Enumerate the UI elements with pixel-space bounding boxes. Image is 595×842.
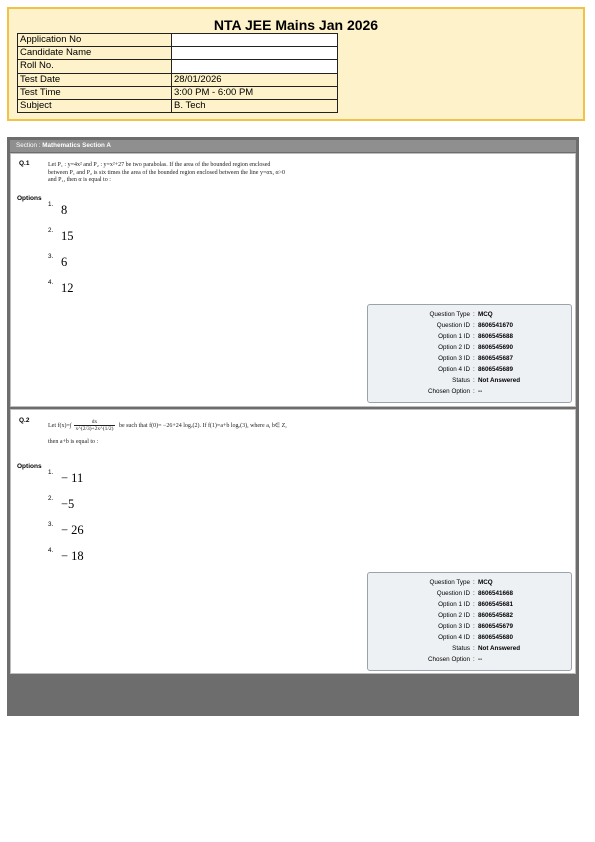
info-value (172, 47, 338, 60)
option-number: 2. (48, 495, 54, 502)
meta-label: Status (452, 645, 470, 652)
question-panel (7, 137, 579, 716)
exam-title: NTA JEE Mains Jan 2026 (213, 17, 379, 33)
option-value: −5 (61, 497, 75, 511)
meta-value: Not Answered (478, 377, 521, 384)
integral-fraction (74, 419, 116, 432)
meta-value: 8606545682 (478, 612, 514, 619)
meta-value: -- (478, 388, 483, 395)
question-number: Q.2 (19, 417, 30, 424)
meta-value: 8606545689 (478, 366, 514, 373)
info-label: Roll No. (18, 60, 172, 73)
meta-value: 8606541670 (478, 322, 514, 329)
meta-value: 8606545688 (478, 333, 514, 340)
meta-label: Question ID (436, 590, 470, 597)
candidate-info-header (7, 7, 585, 121)
question-meta-box (367, 304, 572, 403)
options-label: Options (17, 195, 42, 202)
question-text-part: be such that f(0)= −26+24 logₑ(2). If f(1)=a+b logₑ(3), where a, b∈ Z, (118, 422, 287, 429)
meta-label: Chosen Option (427, 656, 470, 663)
info-value: 28/01/2026 (172, 73, 338, 86)
meta-label: Option 2 ID (438, 344, 470, 351)
meta-label: Question Type (429, 579, 470, 586)
meta-value: 8606545690 (478, 344, 514, 351)
meta-row-option-1-id: Option 1 ID : 8606545681 (438, 601, 514, 608)
question-meta-box (367, 572, 572, 671)
section-bar (10, 140, 576, 152)
meta-label: Question Type (429, 311, 470, 318)
meta-row-chosen-option: Chosen Option : -- (427, 656, 483, 663)
info-row-subject (18, 99, 338, 112)
info-value: B. Tech (172, 99, 338, 112)
meta-row-option-3-id: Option 3 ID : 8606545679 (438, 623, 514, 630)
candidate-info-table (17, 33, 338, 113)
meta-value: 8606545687 (478, 355, 514, 362)
info-value (172, 34, 338, 47)
section-prefix: Section : (16, 142, 43, 149)
option-value: 15 (61, 229, 74, 243)
info-row-candidate-name (18, 47, 338, 60)
question-text-line: then a+b is equal to : (48, 439, 99, 445)
info-row-application-no (18, 34, 338, 47)
info-label: Test Time (18, 86, 172, 99)
info-label: Subject (18, 99, 172, 112)
meta-value: MCQ (478, 311, 493, 318)
fraction-denominator: x^(2/3)+2x^(1/2) (75, 426, 114, 432)
option-number: 4. (48, 547, 54, 554)
option-value: 12 (61, 281, 74, 295)
meta-value: 8606545679 (478, 623, 514, 630)
question-text-line: between P₁ and P₂ is six times the area of the bounded region enclosed between the line y=αx, α>0 (48, 169, 286, 176)
question-text-line: and P₁, then α is equal to : (48, 177, 111, 183)
meta-label: Option 1 ID (438, 333, 470, 340)
option-value: 8 (61, 203, 68, 217)
meta-row-option-3-id: Option 3 ID : 8606545687 (438, 355, 514, 362)
options-label: Options (17, 463, 42, 470)
meta-row-qid: Question ID : 8606541670 (436, 322, 514, 329)
question-text-line: Let P₁ : y=4x² and P₂ : y=x²+27 be two parabolas. If the area of the bounded region enclosed (48, 162, 271, 168)
meta-row-option-2-id: Option 2 ID : 8606545690 (438, 344, 514, 351)
meta-row-option-1-id: Option 1 ID : 8606545688 (438, 333, 514, 340)
info-value (172, 60, 338, 73)
option-number: 1. (48, 201, 54, 208)
option-number: 3. (48, 253, 54, 260)
question-card-2 (10, 409, 576, 674)
question-text-part: Let f(x)=∫ (48, 422, 72, 429)
info-label: Test Date (18, 73, 172, 86)
fraction-numerator: dx (74, 419, 116, 426)
info-row-test-date (18, 73, 338, 86)
meta-row-option-2-id: Option 2 ID : 8606545682 (438, 612, 514, 619)
info-label: Candidate Name (18, 47, 172, 60)
question-text-line (48, 419, 287, 432)
meta-row-status: Status : Not Answered (452, 645, 521, 652)
question-text (48, 419, 287, 447)
question-card-1 (10, 153, 576, 407)
meta-label: Option 2 ID (438, 612, 470, 619)
meta-row-type: Question Type : MCQ (429, 579, 493, 586)
info-value: 3:00 PM - 6:00 PM (172, 86, 338, 99)
info-row-roll-no (18, 60, 338, 73)
question-text (48, 162, 285, 185)
meta-label: Option 3 ID (438, 355, 470, 362)
option-value: − 26 (61, 523, 84, 537)
meta-label: Chosen Option (427, 388, 470, 395)
meta-label: Option 3 ID (438, 623, 470, 630)
meta-row-status: Status : Not Answered (452, 377, 521, 384)
option-number: 1. (48, 469, 54, 476)
option-number: 4. (48, 279, 54, 286)
option-number: 3. (48, 521, 54, 528)
meta-row-type: Question Type : MCQ (429, 311, 493, 318)
meta-label: Status (452, 377, 470, 384)
option-value: − 11 (61, 471, 84, 485)
meta-label: Option 4 ID (438, 634, 470, 641)
meta-label: Question ID (436, 322, 470, 329)
meta-value: MCQ (478, 579, 493, 586)
meta-value: 8606545680 (478, 634, 514, 641)
meta-label: Option 4 ID (438, 366, 470, 373)
info-row-test-time (18, 86, 338, 99)
meta-row-qid: Question ID : 8606541668 (436, 590, 514, 597)
meta-value: -- (478, 656, 483, 663)
section-name: Mathematics Section A (42, 142, 111, 149)
info-label: Application No (18, 34, 172, 47)
meta-row-chosen-option: Chosen Option : -- (427, 388, 483, 395)
meta-value: 8606541668 (478, 590, 514, 597)
meta-row-option-4-id: Option 4 ID : 8606545689 (438, 366, 514, 373)
meta-row-option-4-id: Option 4 ID : 8606545680 (438, 634, 514, 641)
option-value: 6 (61, 255, 68, 269)
meta-value: 8606545681 (478, 601, 514, 608)
meta-label: Option 1 ID (438, 601, 470, 608)
question-number: Q.1 (19, 160, 30, 167)
meta-value: Not Answered (478, 645, 521, 652)
option-value: − 18 (61, 549, 84, 563)
option-number: 2. (48, 227, 54, 234)
